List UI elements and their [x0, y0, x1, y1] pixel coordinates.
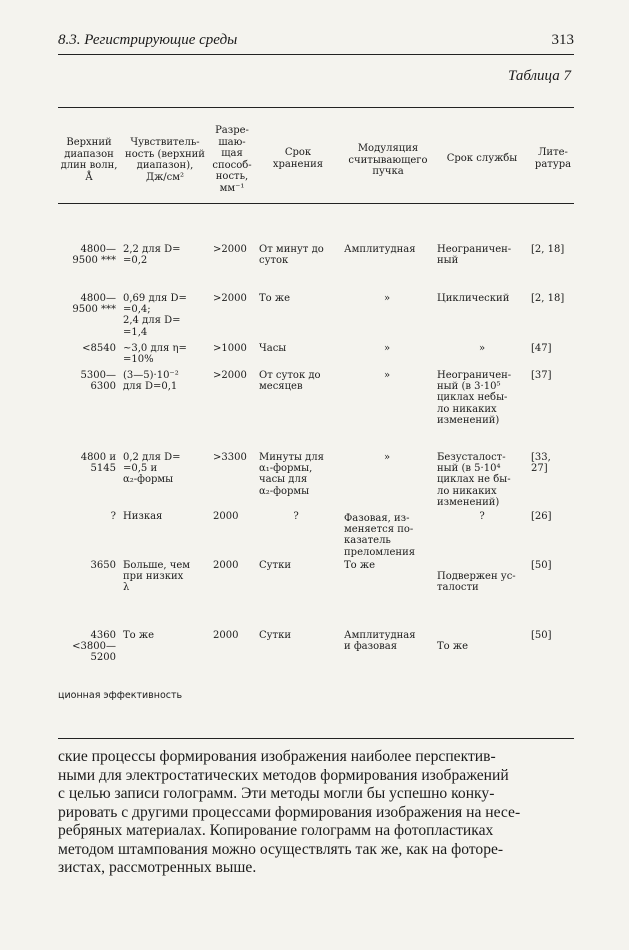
table-cell: <8540 [82, 343, 116, 354]
table-cell: >1000 [213, 343, 247, 354]
table-cell: Сутки [259, 630, 291, 641]
table-cell: >2000 [213, 293, 247, 304]
table-cell: Минуты для α₁-формы, часы для α₂-формы [259, 452, 324, 497]
table-cell: Больше, чем при низких λ [123, 560, 191, 594]
table-cell: 4800 и 5145 [80, 452, 116, 475]
table-cell: 4800— 9500 *** [72, 244, 116, 267]
section-title: 8.3. Регистрирующие среды [58, 32, 238, 48]
table-cell: 2,2 для D= =0,2 [123, 244, 181, 267]
table-cell: Сутки [259, 560, 291, 571]
table-cell: То же [123, 630, 154, 641]
col-header-resolution: Разре- шаю- щая способ- ность, мм⁻¹ [212, 125, 252, 194]
table-cell: [50] [531, 630, 552, 641]
table-cell: [26] [531, 511, 552, 522]
table-cell: [37] [531, 370, 552, 381]
table-cell: Неограничен- ный [437, 244, 512, 267]
col-header-storage: Срок хранения [272, 147, 324, 170]
table-cell: ? [293, 511, 299, 522]
table-cell: 5300— 6300 [80, 370, 116, 393]
col-header-wavelength: Верхний диапазон длин волн, Å [60, 137, 118, 183]
table-title: Таблица 7 [508, 68, 571, 84]
table-cell: [2, 18] [531, 244, 565, 255]
table-cell: ? [479, 511, 485, 522]
table-cell: ~3,0 для η= =10% [123, 343, 187, 366]
table-cell: [2, 18] [531, 293, 565, 304]
table-cell: >2000 [213, 370, 247, 381]
table-cell: То же [259, 293, 290, 304]
table-cell: 0,69 для D= =0,4; 2,4 для D= =1,4 [123, 293, 187, 338]
col-header-sensitivity: Чувствитель- ность (верхний диапазон), Дж/см² [125, 137, 205, 183]
table-cell: >3300 [213, 452, 247, 463]
body-paragraph: ские процессы формирования изображения наиболее перспектив- ными для электростатических методов формирования изображений с целью записи голограмм. Эти методы могли бы успешно конку- рировать с другими процессами формирования изображения на несе- ребряных материалах. Копирование голограмм на фотопластиках методом штампования можно осуществлять так же, как на фоторе- зистах, рассмотренных выше. [58, 748, 521, 876]
table-cell: Безусталост- ный (в 5·10⁴ циклах не бы- ло никаких изменений) [437, 452, 511, 508]
table-cell: Амплитудная [344, 244, 416, 255]
table-cell: » [383, 343, 391, 354]
table-cell: » [383, 452, 391, 463]
table-cell: 4800— 9500 *** [72, 293, 116, 316]
table-footnote: ционная эффективность [58, 690, 183, 701]
table-top-rule [58, 107, 574, 108]
table-cell: » [383, 293, 391, 304]
table-cell: Неограничен- ный (в 3·10⁵ циклах небы- ло никаких изменений) [437, 370, 512, 426]
table-cell: [47] [531, 343, 552, 354]
col-header-literature: Лите- ратура [534, 147, 572, 170]
table-cell: Часы [259, 343, 287, 354]
table-cell: Подвержен ус- талости [437, 571, 516, 594]
table-cell: >2000 [213, 244, 247, 255]
table-cell: Циклический [437, 293, 510, 304]
table-cell: 2000 [213, 511, 239, 522]
table-cell: От минут до суток [259, 244, 324, 267]
table-cell: 2000 [213, 560, 239, 571]
page-number: 313 [551, 32, 574, 48]
table-cell: 3650 [90, 560, 116, 571]
table-cell: 0,2 для D= =0,5 и α₂-формы [123, 452, 181, 486]
table-header-rule [58, 203, 574, 204]
table-cell: [50] [531, 560, 552, 571]
table-cell: ? [110, 511, 116, 522]
body-separator-rule [58, 738, 574, 739]
table-cell: 2000 [213, 630, 239, 641]
table-cell: От суток до месяцев [259, 370, 321, 393]
table-cell: » [478, 343, 486, 354]
table-cell: » [383, 370, 391, 381]
page-header [58, 32, 574, 55]
table-cell: То же [344, 560, 375, 571]
col-header-modulation: Модуляция считывающего пучка [348, 143, 428, 177]
table-cell: (3—5)·10⁻² для D=0,1 [123, 370, 179, 393]
table-cell: Низкая [123, 511, 163, 522]
table-cell: [33, 27] [531, 452, 551, 475]
table-cell: Фазовая, из- меняется по- казатель преломления [344, 513, 416, 558]
col-header-lifetime: Срок службы [446, 153, 518, 164]
table-cell: 4360 <3800— 5200 [72, 630, 116, 664]
table-cell: То же [437, 641, 468, 652]
table-cell: Амплитудная и фазовая [344, 630, 416, 653]
